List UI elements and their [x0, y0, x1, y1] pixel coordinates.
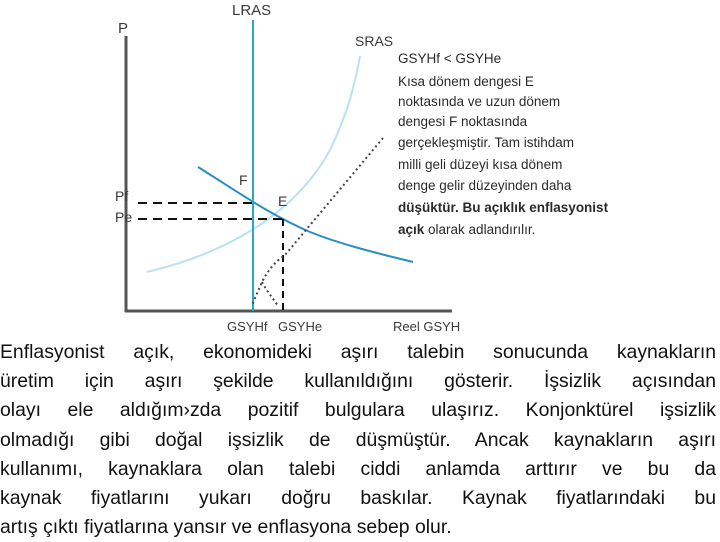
pf-label: Pf [115, 188, 129, 204]
paragraph-line: kaynak fiyatlarını yukarı doğru baskılar. Kaynak fiyatlarındaki bu [0, 487, 716, 510]
paragraph-line: artış çıktı fiyatlarına yansır ve enflasyona sebep olur. [0, 516, 452, 539]
callout-pointer [252, 138, 383, 306]
note-line-8 [398, 222, 535, 237]
gsyhf-label: GSYHf [227, 319, 268, 334]
note-line: denge gelir düzeyinden daha [398, 178, 572, 193]
note-line: milli geli düzeyi kısa dönem [398, 157, 563, 172]
explanation-note [398, 51, 609, 237]
note-line-bold: düşüktür. Bu açıklık enflasyonist [398, 200, 609, 215]
paragraph-line: olmadığı gibi doğal işsizlik de düşmüştür. Ancak kaynakların aşırı [0, 428, 716, 451]
paragraph-line: olayı ele aldığım›zda pozitif bulgulara ulaşırız. Konjonktürel işsizlik [0, 399, 716, 422]
paragraph-line: üretim için aşırı şekilde kullanıldığını gösterir. İşsizlik açısından [0, 370, 716, 393]
note-line: noktasında ve uzun dönem [398, 94, 561, 109]
note-line8-rest: olarak adlandırılır. [424, 222, 536, 237]
note-title: GSYHf < GSYHe [398, 51, 502, 66]
point-f-label: F [239, 172, 248, 188]
point-e-label: E [278, 193, 288, 209]
paragraph-line: Enflasyonist açık, ekonomideki aşırı talebin sonucunda kaynakların [0, 341, 716, 363]
note-line: dengesi F noktasında [398, 114, 528, 129]
note-line: gerçekleşmiştir. Tam istihdam [398, 135, 575, 150]
gsyhe-label: GSYHe [278, 319, 323, 334]
y-axis-label: P [118, 20, 129, 37]
x-axis-label: Reel GSYH [393, 319, 461, 334]
paragraph-line: kullanımı, kaynaklara olan talebi ciddi anlamda arttırır ve bu da [0, 457, 716, 480]
note-line8-bold: açık [398, 222, 425, 237]
note-line: Kısa dönem dengesi E [398, 74, 534, 89]
explanation-paragraph [0, 338, 716, 542]
pe-label: Pe [115, 209, 133, 225]
sras-label: SRAS [355, 33, 394, 49]
ad-curve [198, 167, 413, 262]
lras-label: LRAS [232, 2, 272, 19]
